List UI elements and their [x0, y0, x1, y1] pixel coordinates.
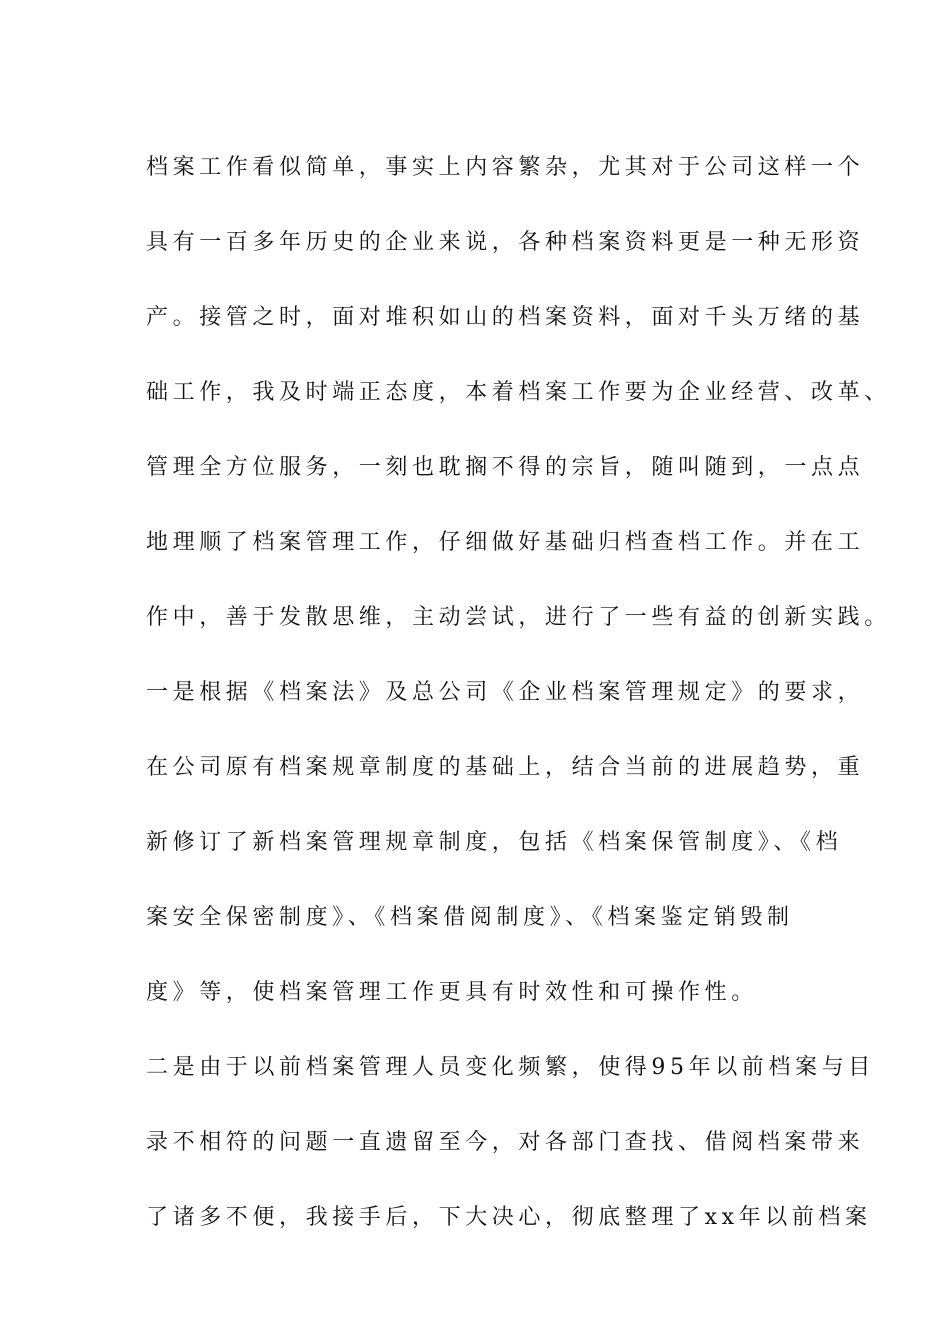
text-line-5: 管理全方位服务，一刻也耽搁不得的宗旨，随叫随到，一点点 [146, 455, 865, 480]
text-line-6: 地理顺了档案管理工作，仔细做好基础归档查档工作。并在工 [146, 530, 865, 555]
text-line-14: 录不相符的问题一直遗留至今，对各部门查找、借阅档案带来 [146, 1130, 865, 1155]
text-line-2: 具有一百多年历史的企业来说，各种档案资料更是一种无形资 [146, 230, 865, 255]
text-line-15: 了诸多不便，我接手后，下大决心，彻底整理了xx年以前档案 [146, 1205, 872, 1230]
text-line-11: 案安全保密制度》、《档案借阅制度》、《档案鉴定销毁制 [146, 905, 794, 930]
body-text [146, 130, 891, 1255]
text-line-3: 产。接管之时，面对堆积如山的档案资料，面对千头万绪的基 [146, 305, 865, 330]
text-line-9: 在公司原有档案规章制度的基础上，结合当前的进展趋势，重 [146, 755, 865, 780]
text-line-1: 档案工作看似简单，事实上内容繁杂，尤其对于公司这样一个 [146, 155, 865, 180]
text-line-7: 作中，善于发散思维，主动尝试，进行了一些有益的创新实践。 [146, 605, 891, 630]
text-line-10: 新修订了新档案管理规章制度，包括《档案保管制度》、《档 [146, 830, 843, 855]
text-line-4: 础工作，我及时端正态度，本着档案工作要为企业经营、改革、 [146, 380, 891, 405]
text-line-12: 度》等，使档案管理工作更具有时效性和可操作性。 [146, 980, 758, 1005]
text-line-13: 二是由于以前档案管理人员变化频繁，使得95年以前档案与目 [146, 1055, 875, 1080]
text-line-8: 一是根据《档案法》及总公司《企业档案管理规定》的要求， [146, 680, 865, 705]
